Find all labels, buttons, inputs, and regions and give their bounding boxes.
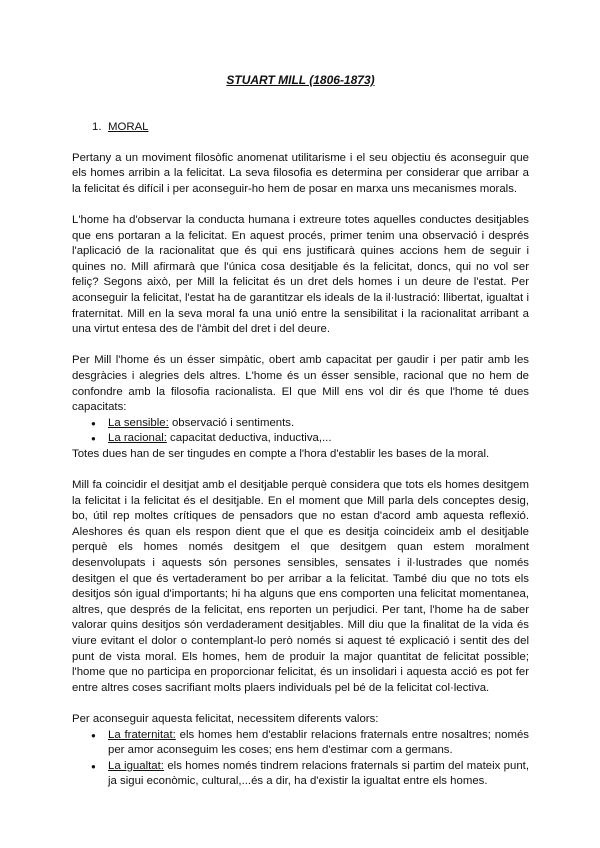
document-title: STUART MILL (1806-1873)	[226, 73, 375, 87]
capacities-list	[72, 416, 529, 447]
list-item-text: observació i sentiments.	[168, 416, 295, 429]
list-item-text: els homes hem d'establir relacions fraternals entre nosaltres; només per amor aconseguim les coses; ens hem d'estimar com a germans.	[108, 728, 529, 757]
paragraph-observation: L'home ha d'observar la conducta humana i extreure totes aquelles conductes desitjables que ens portaran a la felicitat. En aquest procés, primer tenim una observació i després l'aplicació de la racionalitat que és qui ens justificarà quines accions hem de seguir i quines no. Mill afirmarà que l'única cosa desitjable és la felicitat, doncs, qui no vol ser feliç? Segons això, per Mill la felicitat és un dret dels homes i un deure de l'estat. Per aconseguir la felicitat, l'estat ha de garantitzar els ideals de la il·lustració: llibertat, igualtat i fraternitat. Mill en la seva moral fa una unió entre la sensibilitat i la racionalitat arribant a una virtut entesa des de l'àmbit del dret i del deure.	[72, 213, 529, 336]
list-item	[72, 728, 529, 759]
values-list	[72, 728, 529, 790]
paragraph-capacities: Per Mill l'home és un ésser simpàtic, obert amb capacitat per gaudir i per patir amb les desgràcies i alegries dels altres. L'home és un ésser sensible, racional que no hem de confondre amb la filosofia racionalista. El que Mill ens vol dir és que l'home té dues capacitats:	[72, 354, 529, 414]
list-item-term: La igualtat:	[108, 759, 164, 772]
list-item-term: La racional:	[108, 432, 167, 445]
list-item	[72, 416, 529, 432]
list-item-term: La fraternitat:	[108, 728, 176, 741]
paragraph-desire: Mill fa coincidir el desitjat amb el desitjable perquè considera que tots els homes desitgem la felicitat i la felicitat és el desitjable. En el moment que Mill parla dels conceptes desig, bo, útil rep moltes crítiques de pensadors que no estan d'acord amb aquesta reflexió. Aleshores és quan els respon dient que el que es desitja coincideix amb el desitjable perquè els homes només desitgem el que desitgem quan estem moralment desenvolupats i aquests són persones sensibles, sensates i il·lustrades que només desitgen el que és vertaderament bo per arribar a la felicitat. També diu que no tots els desitjos són igual d'importants; hi ha alguns que ens comporten una felicitat momentanea, altres, que després de la felicitat, ens reporten un perjudici. Per tant, l'home ha de saber valorar quins desitjos són verdaderament desitjables. Mill diu que la finalitat de la vida és viure evitant el dolor o contemplant-lo però només si aquest té explicació i sentit des del punt de vista moral. Els homes, hem de produir la major quantitat de felicitat possible; l'home que no participa en proporcionar felicitat, és un insolidari i aquesta acció es pot fer entre altres coses sacrifiant molts plaers individuals pel bé de la felicitat col·lectiva.	[72, 479, 529, 694]
list-item	[72, 759, 529, 790]
list-item-term: La sensible:	[108, 416, 169, 429]
list-item	[72, 431, 529, 447]
paragraph-values: Per aconseguir aquesta felicitat, necessitem diferents valors:	[72, 712, 379, 725]
list-item-text: capacitat deductiva, inductiva,...	[166, 432, 332, 445]
section-heading	[92, 120, 529, 136]
paragraph-conclusion: Totes dues han de ser tingudes en compte a l'hora d'establir les bases de la moral.	[72, 447, 490, 460]
section-number: 1.	[92, 121, 102, 133]
section-label: MORAL	[108, 121, 149, 133]
values-block	[72, 712, 529, 790]
paragraph-intro: Pertany a un moviment filosòfic anomenat utilitarisme i el seu objectiu és aconseguir que els homes arribin a la felicitat. La seva filosofia es determina per considerar que arribar a la felicitat és difícil i per aconseguir-ho hem de posar en marxa uns mecanismes morals.	[72, 151, 529, 195]
capacities-block	[72, 353, 529, 462]
list-item-text: els homes només tindrem relacions fraternals si partim del mateix punt, ja sigui econòmic, cultural,...és a dir, ha d'existir la igualtat entre els homes.	[108, 759, 529, 788]
